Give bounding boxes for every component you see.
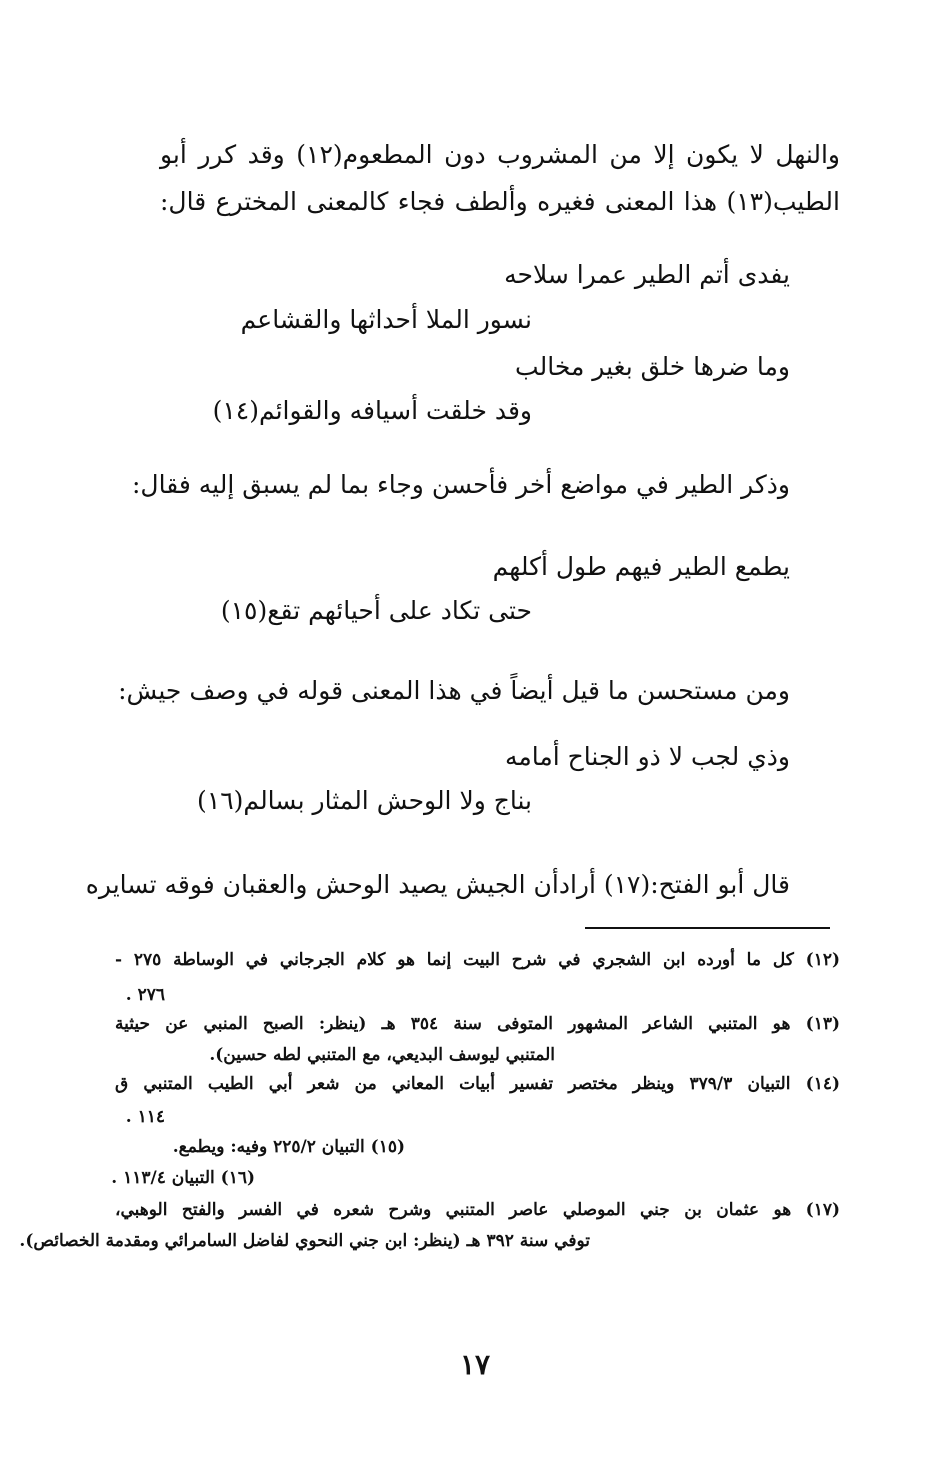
verse-second-hemistich: وقد خلقت أسيافه والقوائم(١٤) xyxy=(212,396,532,425)
verse-first-hemistich: يطمع الطير فيهم طول أكلهم xyxy=(492,552,790,581)
verse-first-hemistich: يفدى أتم الطير عمرا سلاحه xyxy=(504,260,790,289)
paragraph-line: والنهل لا يكون إلا من المشروب دون المطعوم(١٢) وقد كرر أبو xyxy=(160,140,841,169)
paragraph-line: وذكر الطير في مواضع أخر فأحسن وجاء بما لم يسبق إليه فقال: xyxy=(132,470,790,499)
verse-second-hemistich: نسور الملا أحداثها والقشاعم xyxy=(240,305,532,334)
footnote-separator xyxy=(585,927,830,929)
footnote-line: ١١٤ . xyxy=(125,1107,165,1127)
verse-second-hemistich: بناج ولا الوحش المثار بسالم(١٦) xyxy=(197,786,532,815)
footnote-line: (١٥) التبيان ٢٢٥/٢ وفيه: ويطمع. xyxy=(172,1137,405,1157)
verse-first-hemistich: وذي لجب لا ذو الجناح أمامه xyxy=(504,742,790,771)
footnote-line: (١٢) كل ما أورده ابن الشجري في شرح البيت إنما هو كلام الجرجاني في الوساطة ٢٧٥ - xyxy=(115,950,840,970)
verse-second-hemistich: حتى تكاد على أحيائهم تقع(١٥) xyxy=(220,596,532,625)
footnote-line: المتنبي ليوسف البديعي، مع المتنبي لطه حسين). xyxy=(209,1045,555,1065)
footnote-line: (١٣) هو المتنبي الشاعر المشهور المتوفى سنة ٣٥٤ هـ (ينظر: الصبح المنبي عن حيثية xyxy=(115,1014,841,1034)
footnote-line: (١٦) التبيان ١١٣/٤ . xyxy=(111,1168,255,1188)
paragraph-line: قال أبو الفتح:(١٧) أرادأن الجيش يصيد الوحش والعقبان فوقه تسايره xyxy=(85,870,790,899)
footnote-line: توفي سنة ٣٩٢ هـ (ينظر: ابن جني النحوي لفاضل السامرائي ومقدمة الخصائص). xyxy=(19,1231,590,1251)
footnote-line: ٢٧٦ . xyxy=(125,985,165,1005)
footnote-line: (١٤) التبيان ٣٧٩/٣ وينظر مختصر تفسير أبيات المعاني من شعر أبي الطيب المتنبي ق xyxy=(115,1074,841,1094)
verse-first-hemistich: وما ضرها خلق بغير مخالب xyxy=(515,352,790,381)
footnote-line: (١٧) هو عثمان بن جني الموصلي عاصر المتنبي وشرح شعره في الفسر والفتح الوهبي، xyxy=(115,1200,840,1220)
paragraph-line: الطيب(١٣) هذا المعنى فغيره وألطف فجاء كالمعنى المخترع قال: xyxy=(160,187,840,216)
paragraph-line: ومن مستحسن ما قيل أيضاً في هذا المعنى قوله في وصف جيش: xyxy=(118,676,790,705)
page-number: ١٧ xyxy=(459,1348,491,1381)
